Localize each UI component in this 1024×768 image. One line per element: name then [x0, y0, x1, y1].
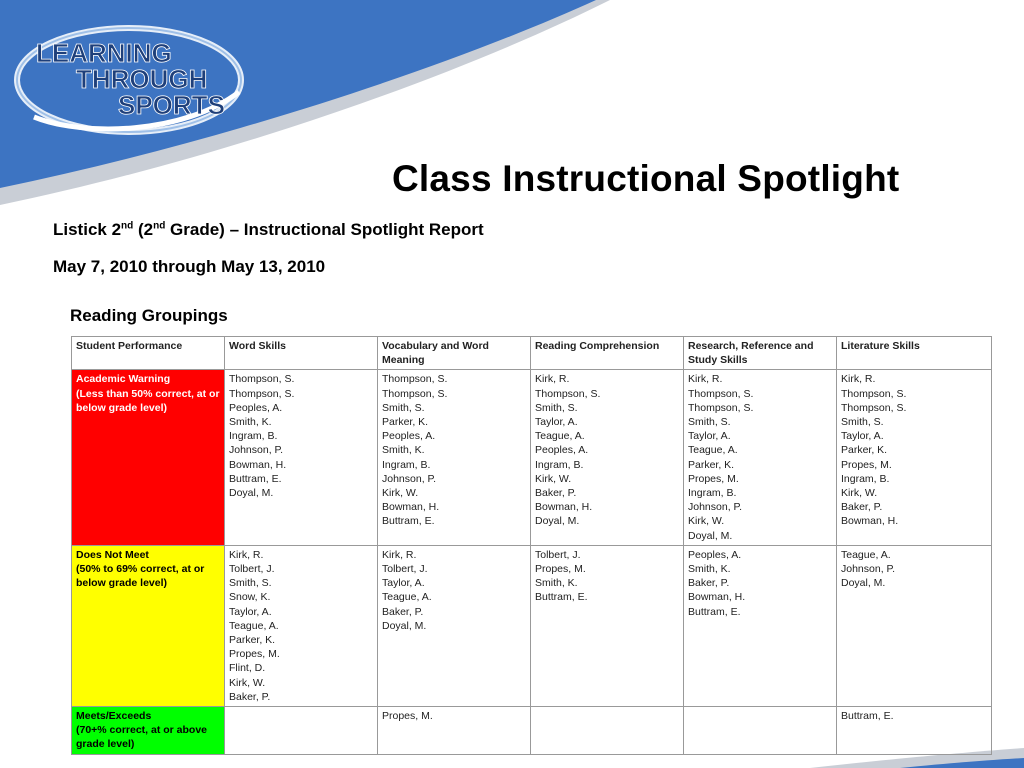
header-research-reference: Research, Reference and Study Skills	[684, 337, 837, 370]
performance-level-description: (50% to 69% correct, at or below grade level)	[76, 563, 205, 590]
header-word-skills: Word Skills	[225, 337, 378, 370]
student-list-vocabulary	[378, 370, 531, 545]
student-name: Doyal, M.	[535, 515, 580, 528]
performance-level-description: (70+% correct, at or above grade level)	[76, 724, 208, 751]
table-row-meets-exceeds	[72, 707, 992, 755]
student-name: Kirk, W.	[688, 515, 725, 528]
student-name: Smith, S.	[688, 416, 731, 429]
student-list-literature-skills	[837, 545, 992, 706]
student-list-literature-skills	[837, 707, 992, 755]
student-name: Bowman, H.	[535, 501, 593, 514]
table-header-row	[72, 337, 992, 370]
date-range: May 7, 2010 through May 13, 2010	[53, 257, 326, 276]
header-vocabulary: Vocabulary and Word Meaning	[378, 337, 531, 370]
student-name: Kirk, R.	[535, 373, 570, 386]
slide-title: Class Instructional Spotlight	[392, 158, 900, 199]
student-name: Kirk, W.	[841, 487, 878, 500]
student-name: Tolbert, J.	[382, 563, 428, 576]
performance-level-description: (Less than 50% correct, at or below grade level)	[76, 387, 220, 414]
performance-level-label: Academic Warning	[76, 373, 171, 386]
student-list-research-reference	[684, 707, 837, 755]
student-name: Bowman, H.	[688, 591, 746, 604]
table-row-does-not-meet	[72, 545, 992, 706]
section-heading: Reading Groupings	[70, 306, 228, 325]
student-name: Bowman, H.	[229, 458, 287, 471]
logo-line-2: THROUGH	[76, 64, 208, 94]
student-name: Buttram, E.	[535, 591, 588, 604]
student-name: Ingram, B.	[535, 458, 584, 471]
student-name: Smith, S.	[382, 401, 425, 414]
student-name: Propes, M.	[688, 472, 739, 485]
student-list-vocabulary	[378, 545, 531, 706]
student-list-vocabulary	[378, 707, 531, 755]
student-name: Thompson, S.	[841, 387, 907, 400]
student-name: Smith, K.	[688, 563, 731, 576]
student-list-word-skills	[225, 707, 378, 755]
student-name: Baker, P.	[535, 487, 577, 500]
student-name: Parker, K.	[229, 634, 276, 647]
student-name: Propes, M.	[229, 648, 280, 661]
student-name: Kirk, R.	[841, 373, 876, 386]
header-reading-comprehension: Reading Comprehension	[531, 337, 684, 370]
report-subtitle	[53, 220, 484, 240]
subtitle-part-c: (2	[133, 220, 154, 239]
student-name: Kirk, R.	[382, 548, 417, 561]
table-row-academic-warning	[72, 370, 992, 545]
student-name: Parker, K.	[382, 416, 429, 429]
student-list-research-reference	[684, 370, 837, 545]
student-name: Johnson, P.	[382, 472, 437, 485]
student-name: Teague, A.	[688, 444, 738, 457]
student-name: Smith, K.	[535, 577, 578, 590]
student-name: Propes, M.	[841, 458, 892, 471]
logo-line-3: SPORTS	[118, 90, 225, 120]
student-name: Smith, K.	[229, 416, 272, 429]
student-name: Buttram, E.	[841, 710, 894, 723]
student-name: Doyal, M.	[688, 529, 733, 542]
student-name: Johnson, P.	[229, 444, 284, 457]
student-name: Thompson, S.	[229, 387, 295, 400]
logo-line-1: LEARNING	[36, 38, 172, 68]
subtitle-part-e: Grade) – Instructional Spotlight Report	[165, 220, 484, 239]
student-name: Thompson, S.	[382, 373, 448, 386]
student-name: Propes, M.	[382, 710, 433, 723]
student-name: Doyal, M.	[382, 619, 427, 632]
student-name: Baker, P.	[229, 690, 271, 703]
reading-groupings-table	[71, 336, 992, 755]
student-name: Ingram, B.	[841, 472, 890, 485]
performance-level-cell	[72, 370, 225, 545]
student-name: Baker, P.	[841, 501, 883, 514]
student-name: Bowman, H.	[841, 515, 899, 528]
student-name: Kirk, R.	[229, 548, 264, 561]
student-name: Propes, M.	[535, 563, 586, 576]
student-name: Tolbert, J.	[229, 563, 275, 576]
student-list-word-skills	[225, 370, 378, 545]
learning-through-sports-logo	[14, 22, 254, 137]
student-list-reading-comprehension	[531, 545, 684, 706]
student-name: Doyal, M.	[229, 487, 274, 500]
subtitle-sup-2: nd	[153, 220, 166, 232]
student-name: Peoples, A.	[535, 444, 589, 457]
student-name: Thompson, S.	[841, 401, 907, 414]
student-list-reading-comprehension	[531, 370, 684, 545]
student-name: Thompson, S.	[688, 387, 754, 400]
performance-level-label: Does Not Meet	[76, 548, 149, 561]
performance-level-label: Meets/Exceeds	[76, 710, 152, 723]
student-name: Teague, A.	[841, 548, 891, 561]
student-name: Smith, S.	[535, 401, 578, 414]
student-name: Thompson, S.	[688, 401, 754, 414]
student-name: Thompson, S.	[382, 387, 448, 400]
student-name: Smith, S.	[841, 416, 884, 429]
performance-level-cell	[72, 707, 225, 755]
student-name: Taylor, A.	[382, 577, 425, 590]
student-name: Parker, K.	[688, 458, 735, 471]
student-name: Smith, K.	[382, 444, 425, 457]
student-name: Thompson, S.	[229, 373, 295, 386]
student-name: Kirk, W.	[229, 676, 266, 689]
subtitle-sup-1: nd	[121, 220, 134, 232]
student-name: Ingram, B.	[688, 487, 737, 500]
student-name: Parker, K.	[841, 444, 888, 457]
student-name: Doyal, M.	[841, 577, 886, 590]
student-name: Teague, A.	[382, 591, 432, 604]
student-list-reading-comprehension	[531, 707, 684, 755]
student-name: Smith, S.	[229, 577, 272, 590]
student-name: Peoples, A.	[382, 430, 436, 443]
student-name: Teague, A.	[535, 430, 585, 443]
student-name: Tolbert, J.	[535, 548, 581, 561]
header-literature-skills: Literature Skills	[837, 337, 992, 370]
student-name: Johnson, P.	[688, 501, 743, 514]
student-name: Taylor, A.	[229, 605, 272, 618]
student-name: Kirk, R.	[688, 373, 723, 386]
student-name: Peoples, A.	[229, 401, 283, 414]
student-list-literature-skills	[837, 370, 992, 545]
student-name: Bowman, H.	[382, 501, 440, 514]
student-name: Johnson, P.	[841, 563, 896, 576]
student-name: Kirk, W.	[535, 472, 572, 485]
student-name: Teague, A.	[229, 619, 279, 632]
student-name: Taylor, A.	[688, 430, 731, 443]
student-name: Peoples, A.	[688, 548, 742, 561]
student-name: Thompson, S.	[535, 387, 601, 400]
student-name: Baker, P.	[382, 605, 424, 618]
student-list-research-reference	[684, 545, 837, 706]
student-name: Buttram, E.	[382, 515, 435, 528]
student-name: Taylor, A.	[535, 416, 578, 429]
student-name: Baker, P.	[688, 577, 730, 590]
subtitle-part-a: Listick 2	[53, 220, 122, 239]
header-student-performance: Student Performance	[72, 337, 225, 370]
student-name: Buttram, E.	[688, 605, 741, 618]
student-name: Kirk, W.	[382, 487, 419, 500]
student-name: Snow, K.	[229, 591, 271, 604]
student-name: Buttram, E.	[229, 472, 282, 485]
student-name: Ingram, B.	[229, 430, 278, 443]
student-list-word-skills	[225, 545, 378, 706]
performance-level-cell	[72, 545, 225, 706]
student-name: Flint, D.	[229, 662, 266, 675]
student-name: Ingram, B.	[382, 458, 431, 471]
student-name: Taylor, A.	[841, 430, 884, 443]
